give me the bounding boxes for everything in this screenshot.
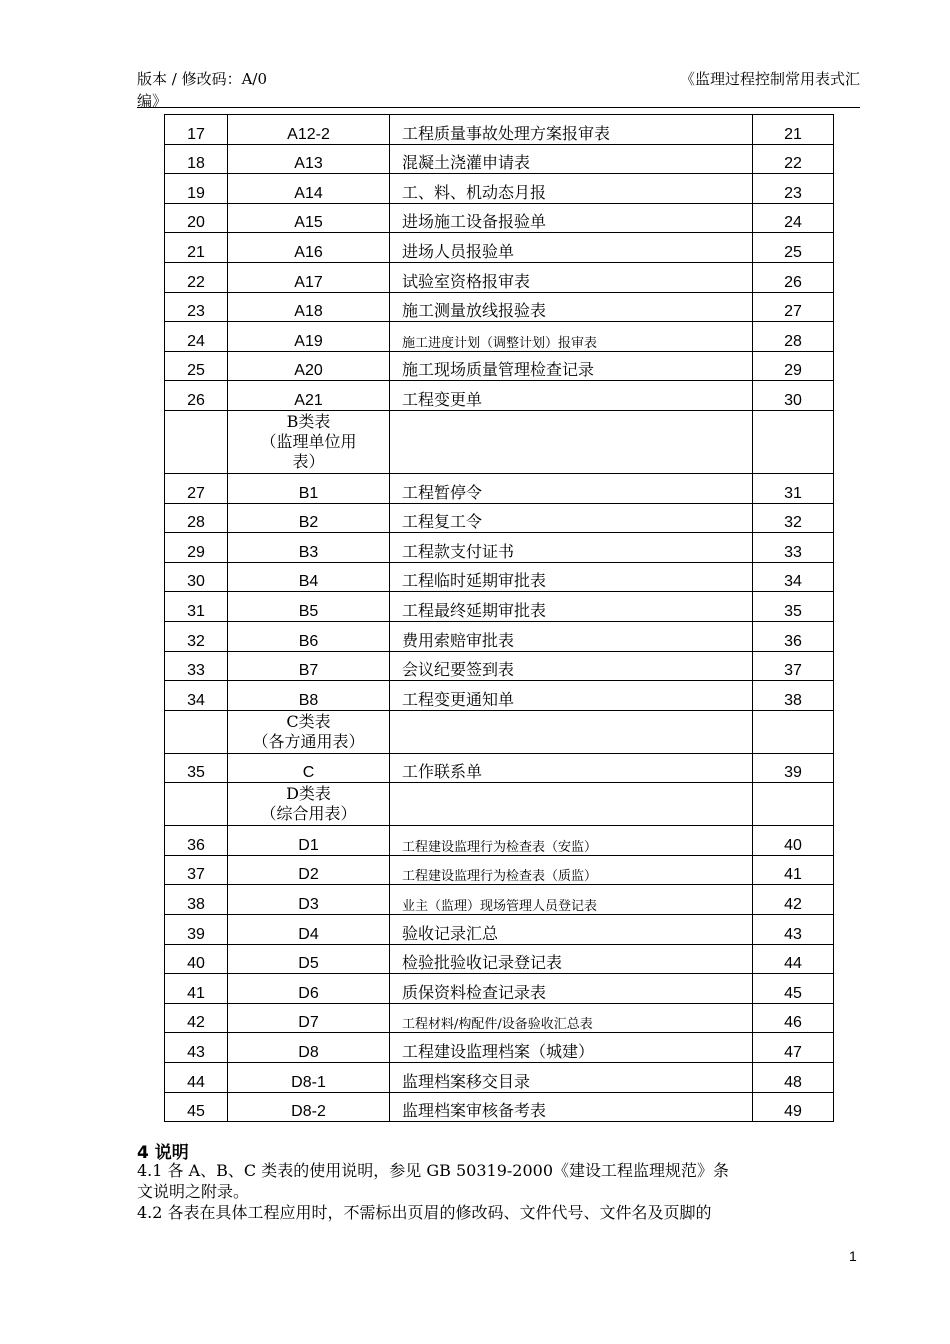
form-code-cell: B6 (228, 621, 390, 651)
form-page-cell: 29 (753, 351, 834, 381)
form-name-cell: 工程复工令 (390, 503, 753, 533)
form-page-cell: 31 (753, 473, 834, 503)
form-page-cell: 41 (753, 855, 834, 885)
table-row (165, 203, 834, 233)
form-code-cell: D7 (228, 1003, 390, 1033)
form-page-cell: 39 (753, 753, 834, 783)
form-code-cell: B1 (228, 473, 390, 503)
form-code-cell: A15 (228, 203, 390, 233)
table-row (165, 651, 834, 681)
form-code-cell: B7 (228, 651, 390, 681)
form-number-cell: 38 (165, 885, 228, 915)
form-page-cell: 40 (753, 826, 834, 856)
form-page-cell: 22 (753, 144, 834, 174)
table-row (165, 1003, 834, 1033)
form-code-cell: D3 (228, 885, 390, 915)
form-code-cell: A17 (228, 262, 390, 292)
form-code-cell: A12-2 (228, 115, 390, 145)
group-label-line: 表） (292, 451, 325, 471)
section-title: 4 说明 (137, 1143, 189, 1163)
form-number-cell: 27 (165, 473, 228, 503)
table-row (165, 351, 834, 381)
form-code-cell: A13 (228, 144, 390, 174)
form-page-cell: 48 (753, 1063, 834, 1093)
form-name-cell: 工程建设监理行为检查表（质监） (390, 855, 753, 885)
header-version-continuation: 编》 (137, 92, 168, 110)
table-row (165, 621, 834, 651)
form-page-cell: 33 (753, 533, 834, 563)
group-page-cell (753, 783, 834, 826)
table-row (165, 944, 834, 974)
group-label-line: D类表 (286, 784, 331, 804)
table-row (165, 473, 834, 503)
group-label-line: （监理单位用 (260, 431, 357, 451)
table-group-row (165, 710, 834, 753)
group-label-line: （各方通用表） (252, 731, 365, 751)
form-number-cell: 19 (165, 174, 228, 204)
form-page-cell: 37 (753, 651, 834, 681)
form-name-cell: 施工进度计划（调整计划）报审表 (390, 322, 753, 352)
form-number-cell: 36 (165, 826, 228, 856)
header-document-title: 《监理过程控制常用表式汇 (679, 70, 860, 88)
group-label-cell (228, 710, 390, 753)
header-version (137, 68, 437, 112)
form-name-cell: 进场施工设备报验单 (390, 203, 753, 233)
form-name-cell: 业主（监理）现场管理人员登记表 (390, 885, 753, 915)
table-row (165, 503, 834, 533)
form-number-cell: 28 (165, 503, 228, 533)
form-code-cell: A20 (228, 351, 390, 381)
form-number-cell: 18 (165, 144, 228, 174)
form-page-cell: 32 (753, 503, 834, 533)
table-group-row (165, 410, 834, 473)
form-number-cell: 20 (165, 203, 228, 233)
form-number-cell: 25 (165, 351, 228, 381)
form-page-cell: 43 (753, 915, 834, 945)
form-name-cell: 工程质量事故处理方案报审表 (390, 115, 753, 145)
form-page-cell: 24 (753, 203, 834, 233)
table-row (165, 915, 834, 945)
page-number: 1 (849, 1248, 857, 1264)
form-number-cell: 40 (165, 944, 228, 974)
table-row (165, 562, 834, 592)
form-number-cell: 31 (165, 592, 228, 622)
form-number-cell: 29 (165, 533, 228, 563)
form-page-cell: 34 (753, 562, 834, 592)
table-row (165, 381, 834, 411)
form-number-cell: 21 (165, 233, 228, 263)
table-row (165, 885, 834, 915)
form-number-cell: 35 (165, 753, 228, 783)
group-label-line: （综合用表） (260, 804, 357, 824)
group-label-cell (228, 783, 390, 826)
form-code-cell: B5 (228, 592, 390, 622)
form-number-cell: 17 (165, 115, 228, 145)
form-code-cell: D1 (228, 826, 390, 856)
table-row (165, 144, 834, 174)
header-divider (137, 107, 860, 108)
form-page-cell: 45 (753, 974, 834, 1004)
form-name-cell: 试验室资格报审表 (390, 262, 753, 292)
form-number-cell: 33 (165, 651, 228, 681)
form-page-cell: 28 (753, 322, 834, 352)
form-name-cell: 工程暂停令 (390, 473, 753, 503)
form-name-cell: 监理档案移交目录 (390, 1063, 753, 1093)
header-version-text: 版本 / 修改码：A/0 (137, 70, 268, 88)
table-row (165, 115, 834, 145)
form-number-cell: 24 (165, 322, 228, 352)
form-code-cell: B8 (228, 681, 390, 711)
form-number-cell: 32 (165, 621, 228, 651)
form-name-cell: 工程材料/构配件/设备验收汇总表 (390, 1003, 753, 1033)
form-page-cell: 36 (753, 621, 834, 651)
form-code-cell: A18 (228, 292, 390, 322)
table-row (165, 233, 834, 263)
form-code-cell: D8-2 (228, 1092, 390, 1122)
form-number-cell: 26 (165, 381, 228, 411)
form-page-cell: 25 (753, 233, 834, 263)
table-row (165, 681, 834, 711)
form-page-cell: 42 (753, 885, 834, 915)
table-row (165, 855, 834, 885)
form-index-table (164, 114, 834, 1122)
form-page-cell: 46 (753, 1003, 834, 1033)
group-no-cell (165, 710, 228, 753)
form-name-cell: 工程变更单 (390, 381, 753, 411)
form-name-cell: 工程款支付证书 (390, 533, 753, 563)
form-page-cell: 38 (753, 681, 834, 711)
table-row (165, 174, 834, 204)
table-row (165, 292, 834, 322)
form-number-cell: 37 (165, 855, 228, 885)
form-name-cell: 工、料、机动态月报 (390, 174, 753, 204)
form-number-cell: 22 (165, 262, 228, 292)
form-page-cell: 49 (753, 1092, 834, 1122)
form-code-cell: A14 (228, 174, 390, 204)
table-group-row (165, 783, 834, 826)
form-number-cell: 30 (165, 562, 228, 592)
form-page-cell: 47 (753, 1033, 834, 1063)
form-number-cell: 44 (165, 1063, 228, 1093)
form-code-cell: D5 (228, 944, 390, 974)
form-page-cell: 35 (753, 592, 834, 622)
table-row (165, 1063, 834, 1093)
group-name-cell (390, 783, 753, 826)
form-code-cell: B3 (228, 533, 390, 563)
form-number-cell: 41 (165, 974, 228, 1004)
form-name-cell: 工程建设监理档案（城建） (390, 1033, 753, 1063)
table-row (165, 592, 834, 622)
form-number-cell: 39 (165, 915, 228, 945)
form-page-cell: 26 (753, 262, 834, 292)
form-code-cell: D8 (228, 1033, 390, 1063)
form-code-cell: A21 (228, 381, 390, 411)
form-name-cell: 费用索赔审批表 (390, 621, 753, 651)
form-name-cell: 工程最终延期审批表 (390, 592, 753, 622)
form-name-cell: 施工测量放线报验表 (390, 292, 753, 322)
table-row (165, 1092, 834, 1122)
group-page-cell (753, 410, 834, 473)
group-no-cell (165, 783, 228, 826)
form-name-cell: 进场人员报验单 (390, 233, 753, 263)
form-name-cell: 工作联系单 (390, 753, 753, 783)
form-name-cell: 监理档案审核备考表 (390, 1092, 753, 1122)
table-row (165, 753, 834, 783)
form-code-cell: B4 (228, 562, 390, 592)
form-name-cell: 工程临时延期审批表 (390, 562, 753, 592)
form-code-cell: B2 (228, 503, 390, 533)
form-code-cell: D8-1 (228, 1063, 390, 1093)
form-page-cell: 27 (753, 292, 834, 322)
group-label-line: C类表 (286, 711, 331, 731)
form-name-cell: 验收记录汇总 (390, 915, 753, 945)
table-row (165, 974, 834, 1004)
form-number-cell: 43 (165, 1033, 228, 1063)
paragraph-line: 文说明之附录。 (137, 1182, 250, 1201)
section-paragraph-4-2 (137, 1202, 857, 1223)
form-number-cell: 34 (165, 681, 228, 711)
form-name-cell: 施工现场质量管理检查记录 (390, 351, 753, 381)
form-page-cell: 23 (753, 174, 834, 204)
paragraph-line: 4.1 各 A、B、C 类表的使用说明，参见 GB 50319-2000《建设工程监理规范》条 (137, 1161, 729, 1180)
form-page-cell: 30 (753, 381, 834, 411)
form-number-cell: 45 (165, 1092, 228, 1122)
form-page-cell: 21 (753, 115, 834, 145)
table-row (165, 533, 834, 563)
form-name-cell: 质保资料检查记录表 (390, 974, 753, 1004)
table-row (165, 322, 834, 352)
form-code-cell: A19 (228, 322, 390, 352)
paragraph-line: 4.2 各表在具体工程应用时，不需标出页眉的修改码、文件代号、文件名及页脚的 (137, 1203, 712, 1222)
table-row (165, 262, 834, 292)
form-code-cell: D2 (228, 855, 390, 885)
group-name-cell (390, 710, 753, 753)
form-page-cell: 44 (753, 944, 834, 974)
table-row (165, 826, 834, 856)
table-row (165, 1033, 834, 1063)
form-name-cell: 检验批验收记录登记表 (390, 944, 753, 974)
form-code-cell: A16 (228, 233, 390, 263)
form-code-cell: C (228, 753, 390, 783)
group-page-cell (753, 710, 834, 753)
form-number-cell: 23 (165, 292, 228, 322)
group-no-cell (165, 410, 228, 473)
form-name-cell: 工程变更通知单 (390, 681, 753, 711)
form-number-cell: 42 (165, 1003, 228, 1033)
group-name-cell (390, 410, 753, 473)
form-index-body (165, 115, 834, 1122)
group-label-cell (228, 410, 390, 473)
section-paragraph-4-1 (137, 1160, 857, 1202)
form-code-cell: D4 (228, 915, 390, 945)
form-code-cell: D6 (228, 974, 390, 1004)
form-name-cell: 会议纪要签到表 (390, 651, 753, 681)
form-name-cell: 混凝土浇灌申请表 (390, 144, 753, 174)
form-name-cell: 工程建设监理行为检查表（安监） (390, 826, 753, 856)
group-label-line: B类表 (286, 411, 331, 431)
